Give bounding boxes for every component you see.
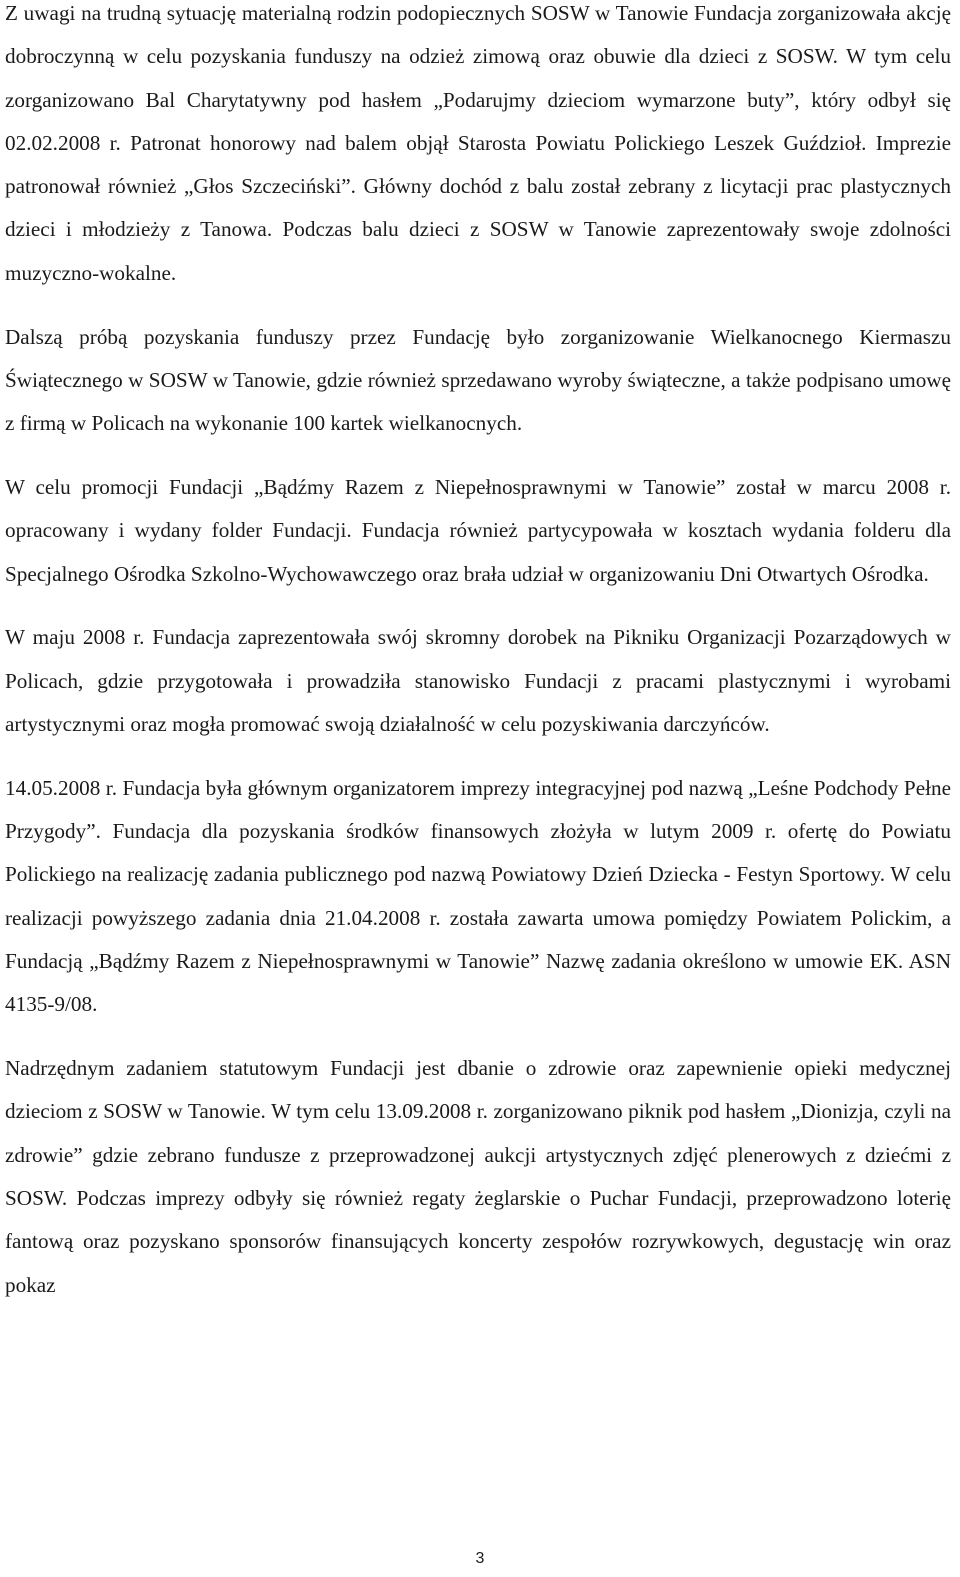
- paragraph-ngo-picnic: W maju 2008 r. Fundacja zaprezentowała swój skromny dorobek na Pikniku Organizacji Pozarządowych w Policach, gdzie przygotowała i prowadziła stanowisko Fundacji z pracami plastycznymi i wyrobami artystycznymi oraz mogła promować swoją działalność w celu pozyskiwania darczyńców.: [5, 625, 951, 736]
- paragraph-folder-promotion: W celu promocji Fundacji „Bądźmy Razem z Niepełnosprawnymi w Tanowie” został w marcu 2008 r. opracowany i wydany folder Fundacji. Fundacja również partycypowała w kosztach wydania folderu dla Specjalnego Ośrodka Szkolno-Wychowawczego oraz brała udział w organizowaniu Dni Otwartych Ośrodka.: [5, 474, 951, 586]
- paragraph-charity-ball: Z uwagi na trudną sytuację materialną rodzin podopiecznych SOSW w Tanowie Fundacja zorganizowała akcję dobroczynną w celu pozyskania funduszy na odzież zimową oraz obuwie dla dzieci z SOSW. W tym celu zorganizowano Bal Charytatywny pod hasłem „Podarujmy dzieciom wymarzone buty”, który odbył się 02.02.2008 r. Patronat honorowy nad balem objął Starosta Powiatu Polickiego Leszek Guździoł. Imprezie patronował również „Głos Szczeciński”. Główny dochód z balu został zebrany z licytacji prac plastycznych dzieci i młodzieży z Tanowa. Podczas balu dzieci z SOSW w Tanowie zaprezentowały swoje zdolności muzyczno-wokalne.: [5, 1, 951, 285]
- document-page: [5, 0, 951, 1327]
- page-number: 3: [475, 1550, 485, 1567]
- paragraph-easter-fair: Dalszą próbą pozyskania funduszy przez Fundację było zorganizowanie Wielkanocnego Kiermaszu Świątecznego w SOSW w Tanowie, gdzie również sprzedawano wyroby świąteczne, a także podpisano umowę z firmą w Policach na wykonanie 100 kartek wielkanocnych.: [5, 324, 951, 436]
- paragraph-health-picnic: Nadrzędnym zadaniem statutowym Fundacji jest dbanie o zdrowie oraz zapewnienie opieki medycznej dzieciom z SOSW w Tanowie. W tym celu 13.09.2008 r. zorganizowano piknik pod hasłem „Dionizja, czyli na zdrowie” gdzie zebrano fundusze z przeprowadzonej aukcji artystycznych zdjęć plenerowych z dziećmi z SOSW. Podczas imprezy odbyły się również regaty żeglarskie o Puchar Fundacji, przeprowadzono loterię fantową oraz pozyskano sponsorów finansujących koncerty zespołów rozrywkowych, degustację win oraz pokaz: [5, 1056, 951, 1297]
- paragraph-integration-event: 14.05.2008 r. Fundacja była głównym organizatorem imprezy integracyjnej pod nazwą „Leśne Podchody Pełne Przygody”. Fundacja dla pozyskania środków finansowych złożyła w lutym 2009 r. ofertę do Powiatu Polickiego na realizację zadania publicznego pod nazwą Powiatowy Dzień Dziecka - Festyn Sportowy. W celu realizacji powyższego zadania dnia 21.04.2008 r. została zawarta umowa pomiędzy Powiatem Polickim, a Fundacją „Bądźmy Razem z Niepełnosprawnymi w Tanowie” Nazwę zadania określono w umowie EK. ASN 4135-9/08.: [5, 775, 951, 1017]
